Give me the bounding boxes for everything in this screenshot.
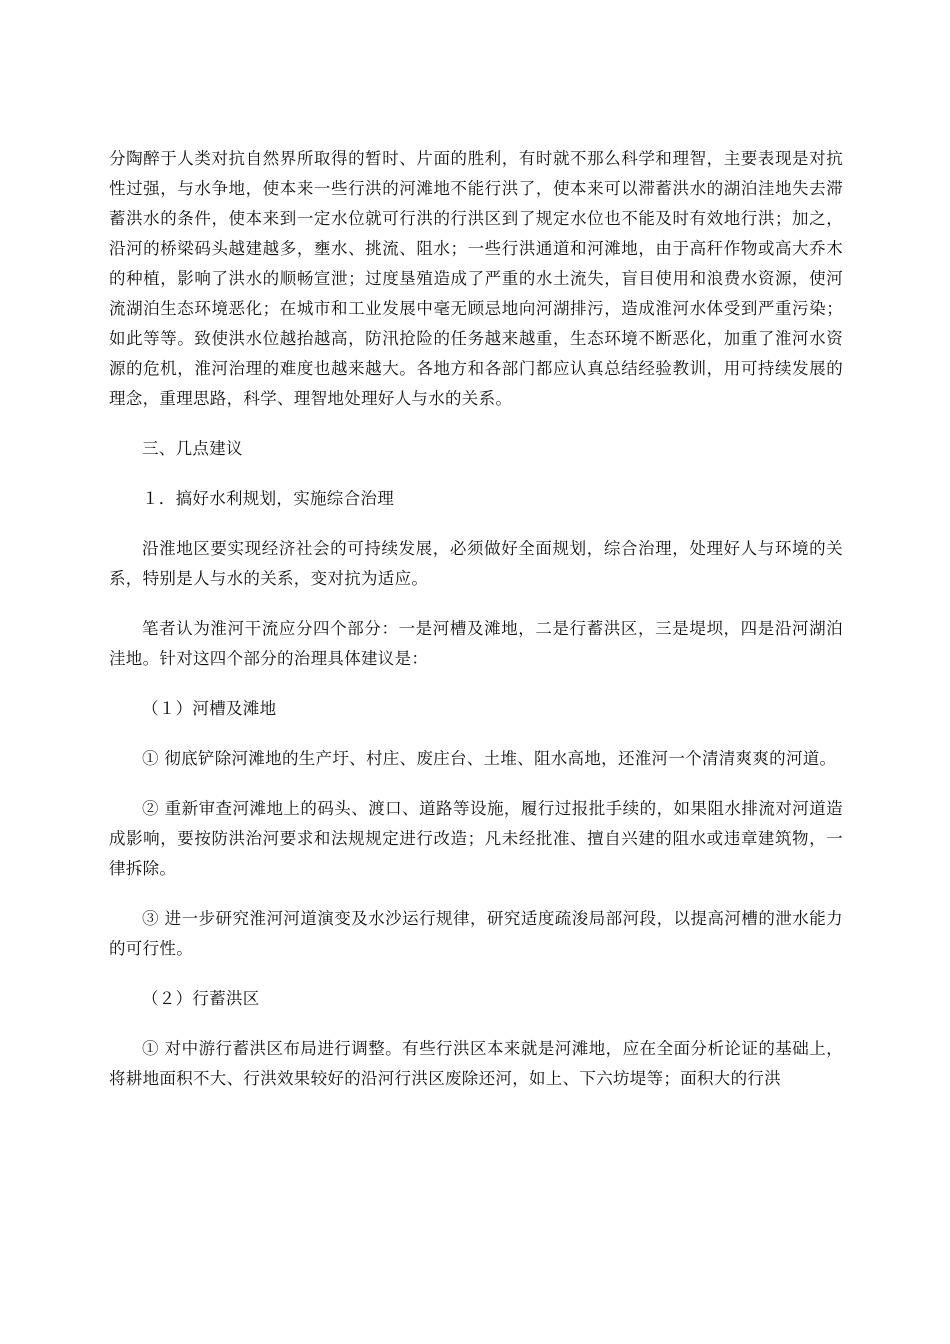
paragraph-channel-item-1: ① 彻底铲除河滩地的生产圩、村庄、废庄台、土堆、阻水高地，还淮河一个清清爽爽的河道。 (142, 749, 837, 768)
paragraph-flood-area-item-1: ① 对中游行蓄洪区布局进行调整。有些行洪区本来就是河滩地，应在全面分析论证的基础上，将耕地面积不大、行洪效果较好的沿河行洪区废除还河，如上、下六坊堤等；面积大的行洪 (109, 1039, 843, 1088)
item-heading-flood-area: （２）行蓄洪区 (142, 989, 260, 1008)
paragraph-continued: 分陶醉于人类对抗自然界所取得的暂时、片面的胜利，有时就不那么科学和理智，主要表现是对抗性过强，与水争地，使本来一些行洪的河滩地不能行洪了，使本来可以滞蓄洪水的湖泊洼地失去滞蓄洪水的条件，使本来到一定水位就可行洪的行洪区到了规定水位也不能及时有效地行洪；加之，沿河的桥梁码头越建越多，壅水、挑流、阻水；一些行洪通道和河滩地，由于高秆作物或高大乔木的种植，影响了洪水的顺畅宣泄；过度垦殖造成了严重的水土流失，盲目使用和浪费水资源，使河流湖泊生态环境恶化；在城市和工业发展中毫无顾忌地向河湖排污，造成淮河水体受到严重污染；如此等等。致使洪水位越抬越高，防汛抢险的任务越来越重，生态环境不断恶化，加重了淮河水资源的危机，淮河治理的难度也越来越大。各地方和各部门都应认真总结经验教训，用可持续发展的理念，重理思路，科学、理智地处理好人与水的关系。 (109, 149, 843, 408)
paragraph-channel-item-3: ③ 进一步研究淮河河道演变及水沙运行规律，研究适度疏浚局部河段，以提高河槽的泄水能力的可行性。 (109, 909, 843, 958)
paragraph-planning: 沿淮地区要实现经济社会的可持续发展，必须做好全面规划，综合治理，处理好人与环境的关系，特别是人与水的关系，变对抗为适应。 (109, 539, 843, 588)
document-page (109, 144, 843, 1094)
paragraph-four-parts: 笔者认为淮河干流应分四个部分：一是河槽及滩地，二是行蓄洪区，三是堤坝，四是沿河湖泊洼地。针对这四个部分的治理具体建议是： (109, 619, 843, 668)
subsection-heading-planning: １．搞好水利规划，实施综合治理 (142, 489, 394, 508)
section-heading-suggestions: 三、几点建议 (142, 439, 243, 458)
paragraph-channel-item-2: ② 重新审查河滩地上的码头、渡口、道路等设施，履行过报批手续的，如果阻水排流对河道造成影响，要按防洪治河要求和法规规定进行改造；凡未经批准、擅自兴建的阻水或违章建筑物，一律拆除。 (109, 799, 843, 878)
item-heading-river-channel: （１）河槽及滩地 (142, 699, 277, 718)
